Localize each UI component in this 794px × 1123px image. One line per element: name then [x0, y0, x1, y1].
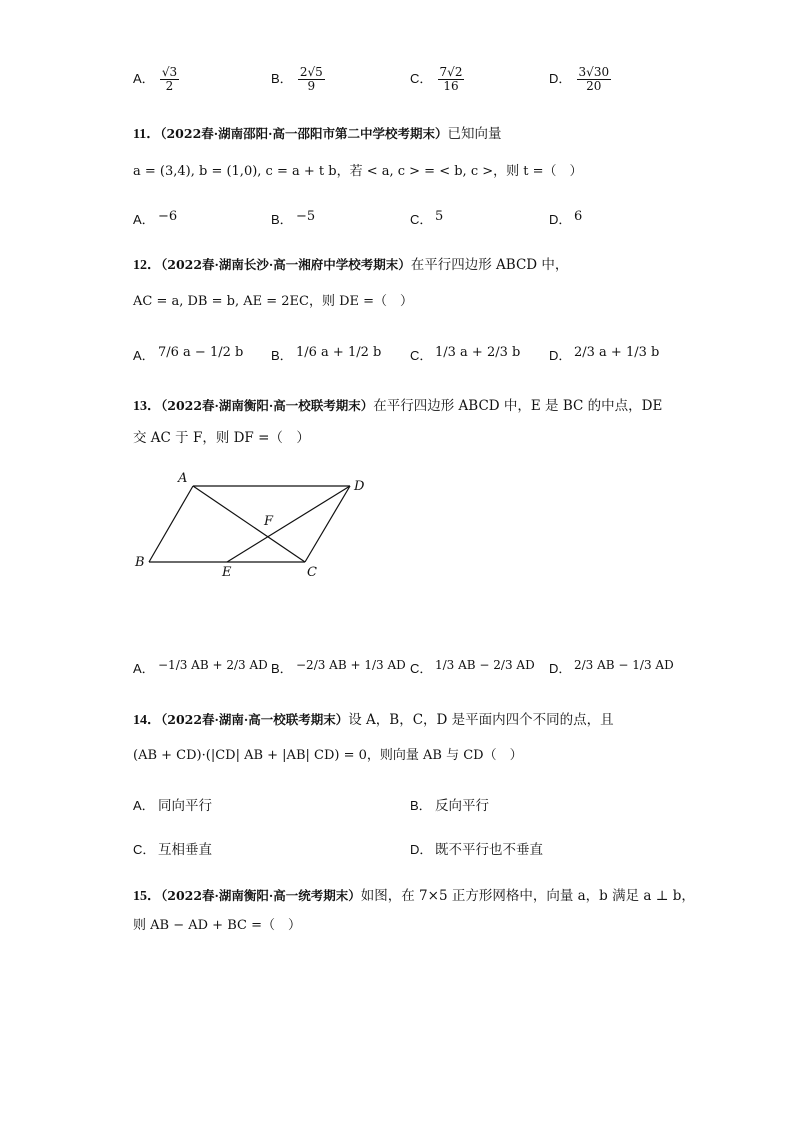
question-stem: 已知向量 — [447, 126, 502, 142]
question-source: （2022春·湖南·高一校联考期末） — [161, 712, 349, 727]
q11-option-d-text: 6 — [574, 209, 583, 224]
question-source: （2022春·湖南衡阳·高一校联考期末） — [161, 398, 374, 413]
q13-heading — [133, 394, 662, 415]
q14-option-b-text: 反向平行 — [435, 798, 489, 814]
q14-option-c-label[interactable]: C． — [133, 842, 156, 857]
q12-option-d-label[interactable]: D． — [549, 348, 572, 363]
denominator: 20 — [586, 79, 602, 93]
q13-stem-line2: 交 AC 于 F，则 DF =（ ） — [133, 430, 310, 446]
q13-option-a-text: −1/3 AB + 2/3 AD — [158, 658, 268, 672]
option-label: A． — [133, 71, 155, 86]
q14-option-d-label[interactable]: D． — [410, 842, 433, 857]
q13-option-b-label[interactable]: B． — [271, 661, 293, 676]
q11-option-b-label[interactable]: B． — [271, 212, 293, 227]
q14-option-a-label[interactable]: A． — [133, 798, 155, 813]
denominator: 9 — [307, 79, 316, 93]
q12-option-a-text: 7/6 a − 1/2 b — [158, 345, 244, 360]
q10-option-b[interactable] — [271, 66, 326, 93]
fraction — [438, 66, 465, 93]
q11-formula: a = (3,4), b = (1,0), c = a + t b，若 < a, c > = < b, c >，则 t =（ ） — [133, 164, 583, 179]
q11-option-a-text: −6 — [158, 209, 178, 224]
q12-formula: AC = a, DB = b, AE = 2EC，则 DE =（ ） — [133, 294, 414, 309]
question-source: （2022春·湖南长沙·高一湘府中学校考期末） — [161, 257, 411, 272]
q15-formula: 则 AB − AD + BC =（ ） — [133, 918, 301, 933]
denominator: 2 — [165, 79, 174, 93]
label-d: D — [354, 479, 365, 494]
edge-dc — [305, 486, 350, 562]
q12-option-c-label[interactable]: C． — [410, 348, 433, 363]
q13-option-c-text: 1/3 AB − 2/3 AD — [435, 658, 535, 672]
q12-option-c-text: 1/3 a + 2/3 b — [435, 345, 521, 360]
question-stem: 设 A，B，C，D 是平面内四个不同的点，且 — [348, 712, 614, 728]
q10-option-a[interactable] — [133, 66, 180, 93]
fraction — [298, 66, 325, 93]
q13-option-c-label[interactable]: C． — [410, 661, 433, 676]
q11-option-c-text: 5 — [435, 209, 444, 224]
label-b: B — [135, 555, 145, 570]
q14-option-d-text: 既不平行也不垂直 — [435, 842, 543, 858]
question-number: 12． — [133, 258, 161, 273]
q11-heading — [133, 122, 501, 143]
question-number: 11． — [133, 127, 161, 142]
q11-option-c-label[interactable]: C． — [410, 212, 433, 227]
q14-heading — [133, 708, 614, 729]
q12-heading — [133, 253, 568, 274]
label-f: F — [264, 514, 274, 529]
q12-option-b-text: 1/6 a + 1/2 b — [296, 345, 382, 360]
q14-option-c-text: 互相垂直 — [158, 842, 212, 858]
question-stem: 如图，在 7×5 正方形网格中，向量 a，b 满足 a ⊥ b， — [360, 888, 695, 904]
parallelogram-figure — [125, 465, 370, 585]
denominator: 16 — [443, 79, 459, 93]
q13-option-a-label[interactable]: A． — [133, 661, 155, 676]
option-label: B． — [271, 71, 293, 86]
numerator: 3√30 — [578, 65, 610, 79]
question-number: 15． — [133, 889, 161, 904]
question-source: （2022春·湖南邵阳·高一邵阳市第二中学校考期末） — [160, 126, 448, 141]
q13-option-b-text: −2/3 AB + 1/3 AD — [296, 658, 406, 672]
label-e: E — [222, 565, 232, 580]
q14-formula: (AB + CD)·(|CD| AB + |AB| CD) = 0，则向量 AB 与 CD（ ） — [133, 748, 523, 763]
q10-option-d[interactable] — [549, 66, 612, 93]
q14-option-b-label[interactable]: B． — [410, 798, 432, 813]
fraction — [160, 66, 179, 93]
edge-ba — [149, 486, 193, 562]
question-number: 14． — [133, 713, 161, 728]
option-label: C． — [410, 71, 433, 86]
label-a: A — [178, 471, 188, 486]
q14-option-a-text: 同向平行 — [158, 798, 212, 814]
option-label: D． — [549, 71, 572, 86]
fraction — [577, 66, 612, 93]
q12-option-d-text: 2/3 a + 1/3 b — [574, 345, 660, 360]
q11-option-a-label[interactable]: A． — [133, 212, 155, 227]
q11-option-d-label[interactable]: D． — [549, 212, 572, 227]
q15-heading — [133, 884, 695, 905]
q10-option-c[interactable] — [410, 66, 465, 93]
question-source: （2022春·湖南衡阳·高一统考期末） — [161, 888, 361, 903]
q12-option-a-label[interactable]: A． — [133, 348, 155, 363]
label-c: C — [307, 565, 317, 580]
question-number: 13． — [133, 399, 161, 414]
q13-option-d-text: 2/3 AB − 1/3 AD — [574, 658, 674, 672]
q11-option-b-text: −5 — [296, 209, 316, 224]
question-stem: 在平行四边形 ABCD 中，E 是 BC 的中点，DE — [373, 398, 663, 414]
q12-option-b-label[interactable]: B． — [271, 348, 293, 363]
numerator: 2√5 — [299, 65, 323, 79]
numerator: 7√2 — [439, 65, 463, 79]
q13-option-d-label[interactable]: D． — [549, 661, 572, 676]
numerator: √3 — [161, 65, 178, 79]
question-stem: 在平行四边形 ABCD 中， — [410, 257, 569, 273]
